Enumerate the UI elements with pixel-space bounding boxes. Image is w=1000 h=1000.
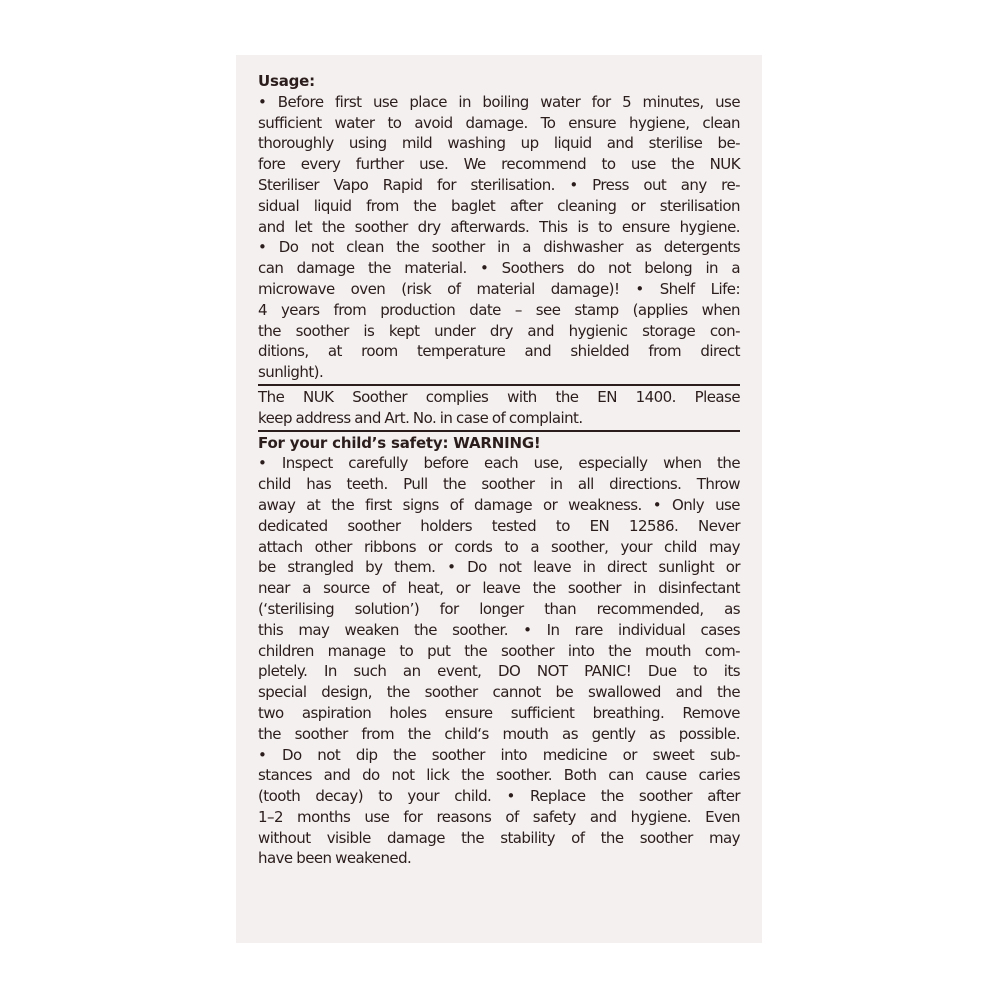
usage-line: ditions, at room temperature and shielded from direct bbox=[258, 342, 740, 361]
section-divider bbox=[258, 430, 740, 432]
usage-line: • Before first use place in boiling water for 5 minutes, use bbox=[258, 92, 740, 111]
usage-line: Steriliser Vapo Rapid for sterilisation. • Press out any re- bbox=[258, 175, 740, 194]
safety-line: children manage to put the soother into the mouth com- bbox=[258, 641, 740, 660]
safety-line: be strangled by them. • Do not leave in direct sunlight or bbox=[258, 558, 740, 577]
usage-line: sidual liquid from the baglet after cleaning or sterilisation bbox=[258, 196, 740, 215]
compliance-line: The NUK Soother complies with the EN 1400. Please bbox=[258, 387, 740, 406]
usage-line: • Do not clean the soother in a dishwasher as detergents bbox=[258, 238, 740, 257]
safety-line: stances and do not lick the soother. Both can cause caries bbox=[258, 766, 740, 785]
usage-line: thoroughly using mild washing up liquid and sterilise be- bbox=[258, 134, 740, 153]
safety-line: two aspiration holes ensure sufficient breathing. Remove bbox=[258, 703, 740, 722]
safety-line: dedicated soother holders tested to EN 12586. Never bbox=[258, 516, 740, 535]
safety-line: attach other ribbons or cords to a soother, your child may bbox=[258, 537, 740, 556]
safety-heading: For your child’s safety: WARNING! bbox=[258, 433, 541, 452]
safety-line: 1–2 months use for reasons of safety and hygiene. Even bbox=[258, 807, 740, 826]
usage-line: and let the soother dry afterwards. This is to ensure hygiene. bbox=[258, 217, 740, 236]
safety-line: have been weakened. bbox=[258, 849, 412, 868]
safety-line: • Do not dip the soother into medicine or sweet sub- bbox=[258, 745, 740, 764]
usage-line: sunlight). bbox=[258, 363, 324, 382]
safety-line: near a source of heat, or leave the soother in disinfectant bbox=[258, 579, 740, 598]
safety-line: • Inspect carefully before each use, especially when the bbox=[258, 454, 740, 473]
safety-line: away at the first signs of damage or weakness. • Only use bbox=[258, 495, 740, 514]
safety-line: child has teeth. Pull the soother in all directions. Throw bbox=[258, 475, 740, 494]
compliance-section bbox=[258, 387, 740, 429]
safety-line: without visible damage the stability of the soother may bbox=[258, 828, 740, 847]
instruction-leaflet bbox=[236, 55, 762, 943]
safety-section bbox=[258, 433, 740, 870]
usage-line: sufficient water to avoid damage. To ensure hygiene, clean bbox=[258, 113, 740, 132]
safety-line: (tooth decay) to your child. • Replace the soother after bbox=[258, 787, 740, 806]
section-divider bbox=[258, 384, 740, 386]
usage-heading: Usage: bbox=[258, 72, 315, 90]
compliance-line: keep address and Art. No. in case of complaint. bbox=[258, 408, 583, 427]
safety-line: the soother from the child‘s mouth as gently as possible. bbox=[258, 724, 740, 743]
usage-line: can damage the material. • Soothers do not belong in a bbox=[258, 259, 740, 278]
safety-line: this may weaken the soother. • In rare individual cases bbox=[258, 620, 740, 639]
safety-line: pletely. In such an event, DO NOT PANIC! Due to its bbox=[258, 662, 740, 681]
safety-line: special design, the soother cannot be swallowed and the bbox=[258, 683, 740, 702]
usage-line: the soother is kept under dry and hygienic storage con- bbox=[258, 321, 740, 340]
safety-line: (‘sterilising solution’) for longer than recommended, as bbox=[258, 599, 740, 618]
usage-section bbox=[258, 71, 740, 383]
usage-line: fore every further use. We recommend to use the NUK bbox=[258, 155, 740, 174]
usage-line: microwave oven (risk of material damage)! • Shelf Life: bbox=[258, 279, 740, 298]
usage-line: 4 years from production date – see stamp (applies when bbox=[258, 300, 740, 319]
